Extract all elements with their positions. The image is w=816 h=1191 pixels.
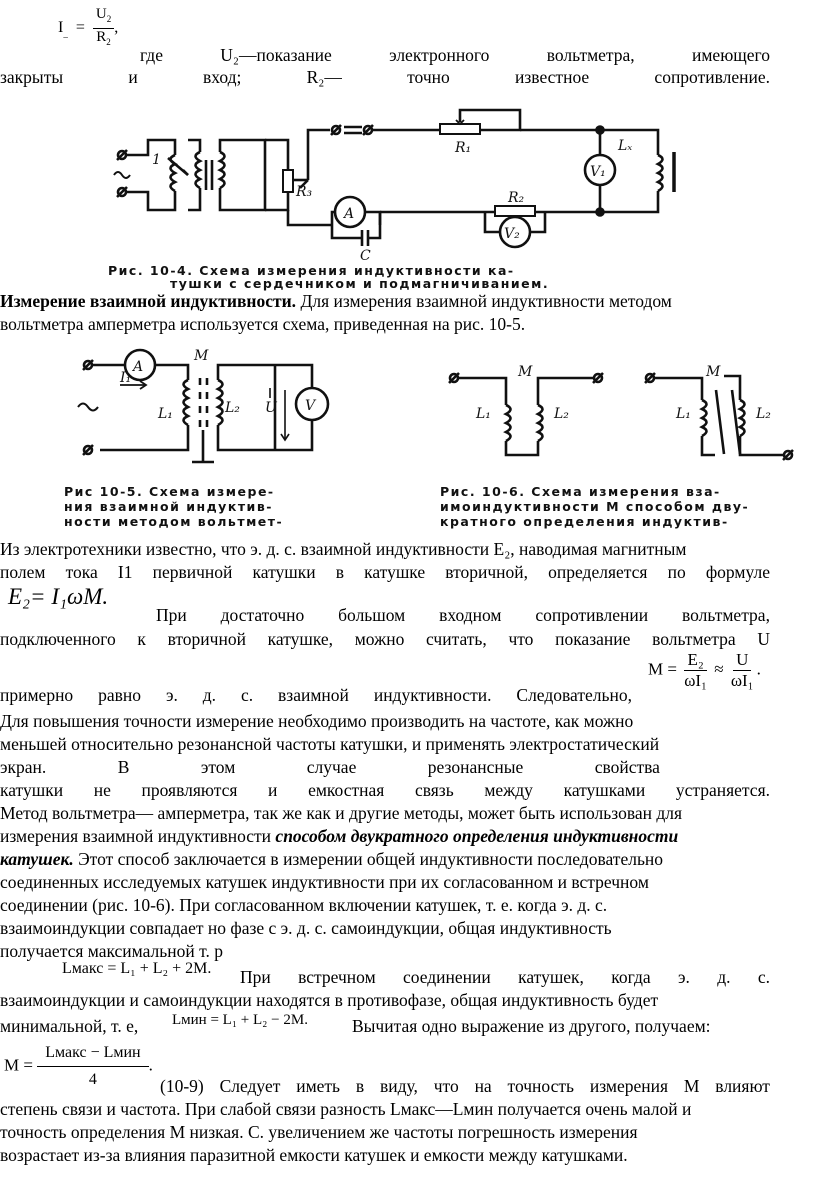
word: можно	[354, 629, 405, 649]
section-line-1-rest: Для измерения взаимной индуктивности методом	[296, 291, 672, 311]
p3-line-1: Метод вольтметра— амперметра, так же как и другие методы, может быть использован для	[0, 803, 683, 823]
section-line-2: вольтметра амперметра используется схема, приведенная на рис. 10-5.	[0, 314, 526, 334]
fig1-label-a: A	[344, 206, 355, 222]
formula-final-frac	[37, 1040, 148, 1093]
word: катушками	[563, 780, 646, 800]
fig3-label-m-1: M	[518, 364, 533, 380]
fig3-caption-line-1: Рис. 10-6. Схема измерения вза-	[440, 484, 721, 499]
formula-m-den-1: ωI₁	[684, 671, 707, 690]
word: Следовательно,	[516, 685, 632, 705]
p4-line-1	[160, 1075, 770, 1097]
formula-m-approx: ≈	[714, 659, 724, 679]
p3-line-3-emphasis: катушек.	[0, 849, 74, 869]
word: д.	[202, 685, 217, 705]
formula-den: R	[96, 29, 107, 45]
fig2-caption-line-3: ности методом вольтмет-	[64, 514, 284, 529]
word: (10-9)	[160, 1076, 204, 1096]
p2-line-3	[0, 756, 660, 778]
word: проявляются	[141, 780, 238, 800]
formula-final-lhs: M =	[4, 1055, 33, 1075]
fig1-label-v2: V₂	[504, 226, 520, 242]
word: что	[433, 1076, 459, 1096]
word: связь	[414, 780, 454, 800]
word: между	[484, 780, 533, 800]
word: где	[140, 45, 163, 65]
word: подключенного	[0, 629, 116, 649]
word: катушке	[364, 562, 426, 582]
word: что	[508, 629, 534, 649]
formula-l-max: Lмакс = L₁ + L₂ + 2M.	[62, 960, 212, 977]
word: устраняется.	[675, 780, 770, 800]
formula-den-sub: 2	[106, 37, 111, 47]
word: показание	[555, 629, 631, 649]
fig3-label-l1-2: L₁	[676, 406, 691, 422]
word: точность	[507, 1076, 575, 1096]
word: При	[156, 605, 187, 625]
word: вольтметра,	[546, 45, 635, 65]
word: д.	[717, 967, 731, 987]
p3-line-6: взаимоиндукции совпадает но фазе с э. д. с. самоиндукции, общая индуктивность	[0, 918, 612, 938]
fig1-label-r2: R₂	[508, 190, 525, 206]
fig3-label-l2-1: L₂	[554, 406, 569, 422]
word: влияют	[715, 1076, 770, 1096]
word: точно	[407, 67, 450, 87]
formula-e2: E₂= I₁ωM.	[8, 584, 109, 609]
fig1-label-lx: Lₓ	[618, 138, 633, 154]
word: имеющего	[691, 45, 770, 65]
formula-final-end: .	[148, 1055, 153, 1075]
word: R₂—	[306, 67, 342, 87]
word: катушки	[0, 780, 64, 800]
formula-m-den-2: ωI₁	[730, 671, 754, 690]
formula-lhs: I	[58, 19, 64, 37]
formula-m-frac-2	[728, 650, 757, 691]
word: полем	[0, 562, 46, 582]
formula-m-frac-1	[681, 650, 710, 691]
p1-line-5	[0, 684, 632, 706]
word: соединении	[402, 967, 491, 987]
word: встречном	[298, 967, 376, 987]
word: свойства	[594, 757, 660, 777]
fig2-caption-line-2: ния взаимной индуктив-	[64, 499, 273, 514]
word: взаимной	[278, 685, 349, 705]
p3-line-7: получается максимальной т. р	[0, 941, 223, 961]
word: электронного	[389, 45, 490, 65]
figure-10-6-circuit	[440, 360, 810, 470]
word: этом	[200, 757, 236, 777]
intro-line-1	[140, 44, 770, 66]
word: М	[683, 1076, 700, 1096]
formula-m-num-1: E₂	[684, 650, 706, 671]
fig2-label-m: M	[194, 348, 209, 364]
fig1-label-c: C	[360, 248, 371, 260]
formula-lhs-sub: _	[63, 28, 68, 39]
word: катушки	[252, 562, 316, 582]
word: на	[474, 1076, 492, 1096]
word: иметь	[296, 1076, 341, 1096]
word: равно	[98, 685, 142, 705]
fig3-caption-line-2: имоиндуктивности М способом дву-	[440, 499, 750, 514]
word: При	[240, 967, 271, 987]
word: вторичной,	[445, 562, 529, 582]
p3-line-3	[0, 848, 770, 870]
p2-line-4	[0, 779, 770, 801]
p3-line-3-rest: Этот способ заключается в измерении общей индуктивности последовательно	[73, 849, 664, 869]
p3-line-2	[0, 825, 770, 847]
word: тока	[65, 562, 98, 582]
word: не	[93, 780, 111, 800]
word: в	[355, 1076, 365, 1096]
fig1-label-1: 1	[152, 152, 161, 168]
figure-10-4-circuit	[100, 100, 700, 260]
p1-line-1: Из электротехники известно, что э. д. с. взаимной индуктивности E₂, наводимая магнитным	[0, 539, 687, 559]
word: В	[117, 757, 130, 777]
fig2-label-v: V	[305, 398, 316, 414]
word: емкостная	[308, 780, 385, 800]
word: Следует	[219, 1076, 281, 1096]
word: известное	[515, 67, 590, 87]
fig3-label-m-2: M	[706, 364, 721, 380]
formula-current: $I_{\_}$ = $\frac{U_2}{R_2}$ ,	[58, 6, 118, 51]
fig3-label-l1-1: L₁	[476, 406, 491, 422]
formula-m-end: .	[756, 659, 761, 679]
word: и	[268, 780, 278, 800]
word: в	[335, 562, 344, 582]
fig1-caption-line-2: тушки с сердечником и подмагничиванием.	[170, 276, 550, 291]
word: резонансные	[427, 757, 524, 777]
word: к	[137, 629, 146, 649]
fig1-label-r1: R₁	[455, 140, 472, 156]
formula-final-den: 4	[88, 1071, 97, 1088]
p4-line-3: точность определения М низкая. С. увеличением же частоты погрешность измерения	[0, 1122, 638, 1142]
p3-line-4: соединенных исследуемых катушек индуктивности при их согласованном и встречном	[0, 872, 649, 892]
word: U₂—показание	[220, 45, 332, 65]
word: измерения	[589, 1076, 669, 1096]
p1-line-4	[0, 628, 770, 650]
word: вторичной	[167, 629, 246, 649]
fig1-label-v1: V₁	[590, 164, 606, 180]
word: экран.	[0, 757, 47, 777]
formula-fraction	[93, 6, 114, 51]
word: считать,	[426, 629, 487, 649]
word: э.	[677, 967, 690, 987]
word: сопротивлении	[535, 605, 649, 625]
word: по	[667, 562, 686, 582]
word: U	[757, 629, 770, 649]
intro-line-2	[0, 66, 770, 88]
figure-10-5-circuit	[60, 340, 360, 470]
fig1-label-r3: R₃	[296, 184, 313, 200]
p3-line-9: взаимоиндукции и самоиндукции находятся в противофазе, общая индуктивность будет	[0, 990, 659, 1010]
fig2-label-i1: I₁	[120, 370, 132, 386]
formula-l-min: Lмин = L₁ + L₂ − 2M.	[172, 1012, 308, 1028]
word: входном	[439, 605, 502, 625]
word: примерно	[0, 685, 74, 705]
formula-m-ratio	[648, 650, 761, 691]
fig2-label-l2: L₂	[225, 400, 240, 416]
word: когда	[611, 967, 651, 987]
word: формуле	[705, 562, 770, 582]
fig2-caption-line-1: Рис 10-5. Схема измере-	[64, 484, 275, 499]
word: I1	[117, 562, 133, 582]
word: вход;	[202, 67, 242, 87]
word: виду,	[380, 1076, 418, 1096]
word: определяется	[548, 562, 648, 582]
p2-line-1: Для повышения точности измерение необходимо производить на частоте, как можно	[0, 711, 634, 731]
word: достаточно	[220, 605, 305, 625]
fig2-label-l1: L₁	[158, 406, 173, 422]
p4-line-4: возрастает из-за влияния паразитной емкости катушек и емкости между катушками.	[0, 1145, 628, 1165]
p3-line-2-emphasis: способом двукратного определения индуктивности	[275, 826, 679, 846]
word: индуктивности.	[373, 685, 492, 705]
word: с.	[757, 967, 770, 987]
word: вольтметра,	[682, 605, 770, 625]
p3-line-10-a: минимальной, т. е,	[0, 1016, 139, 1036]
formula-num: U	[95, 6, 107, 22]
formula-m-final	[4, 1040, 153, 1093]
word: катушке,	[267, 629, 334, 649]
p3-line-5: соединении (рис. 10-6). При согласованном включении катушек, т. е. когда э. д. с.	[0, 895, 608, 915]
fig1-caption-line-1: Рис. 10-4. Схема измерения индуктивности ка-	[108, 263, 515, 278]
word: вольтметра	[652, 629, 736, 649]
word: с.	[240, 685, 254, 705]
word: катушек,	[518, 967, 584, 987]
fig3-label-l2-2: L₂	[756, 406, 771, 422]
formula-m-num-2: U	[733, 650, 751, 671]
section-line-1	[0, 290, 770, 312]
p2-line-2: меньшей относительно резонансной частоты катушки, и применять электростатический	[0, 734, 660, 754]
p3-line-8	[240, 966, 770, 988]
word: сопротивление.	[654, 67, 770, 87]
p3-line-10-b: Вычитая одно выражение из другого, получаем:	[352, 1016, 711, 1036]
word: большом	[338, 605, 406, 625]
formula-m-lhs: M =	[648, 659, 677, 679]
p3-line-2-plain: измерения взаимной индуктивности	[0, 826, 276, 846]
formula-final-num: Lмакс − Lмин	[37, 1040, 148, 1067]
fig2-label-a: A	[133, 359, 144, 375]
section-heading: Измерение взаимной индуктивности.	[0, 291, 297, 311]
word: случае	[306, 757, 357, 777]
p1-line-3	[156, 604, 770, 626]
formula-num-sub: 2	[106, 14, 112, 24]
p1-line-2	[0, 561, 770, 583]
word: э.	[165, 685, 178, 705]
fig2-label-u: U	[265, 400, 277, 416]
p4-line-2: степень связи и частота. При слабой связи разность Lмакс—Lмин получается очень малой и	[0, 1099, 692, 1119]
word: закрыты	[0, 67, 64, 87]
word: и	[128, 67, 138, 87]
word: первичной	[152, 562, 233, 582]
fig3-caption-line-3: кратного определения индуктив-	[440, 514, 729, 529]
